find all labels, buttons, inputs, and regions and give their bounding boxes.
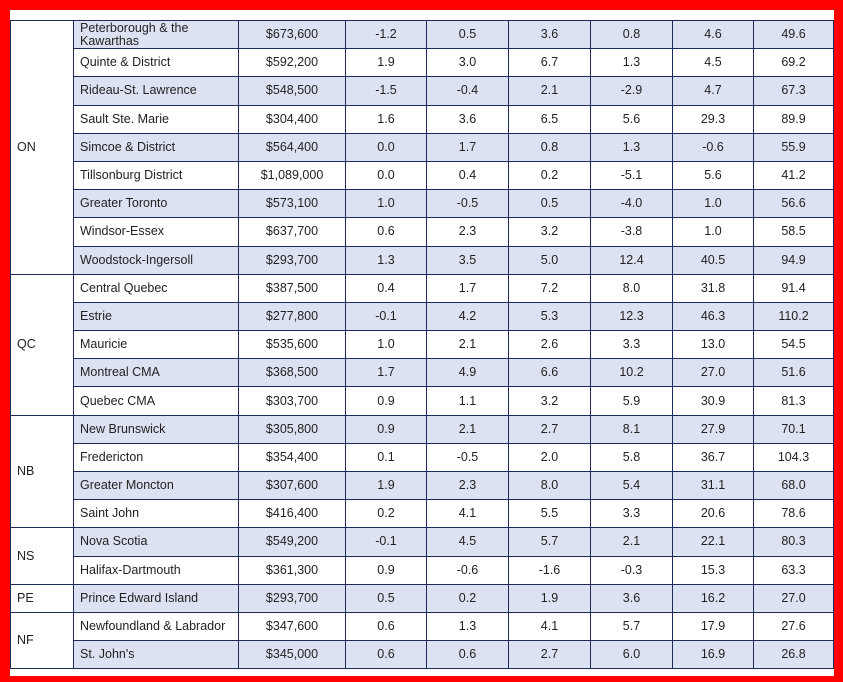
value-cell: 94.9 (754, 246, 834, 274)
value-cell: 3.3 (591, 331, 673, 359)
region-cell: Estrie (74, 302, 239, 330)
value-cell: 68.0 (754, 472, 834, 500)
table-row (11, 246, 834, 274)
province-cell: ON (11, 21, 74, 275)
value-cell: 0.1 (346, 443, 427, 471)
value-cell: 5.4 (591, 472, 673, 500)
value-cell: 40.5 (673, 246, 754, 274)
price-cell: $573,100 (239, 190, 346, 218)
region-cell: Halifax-Dartmouth (74, 556, 239, 584)
value-cell: 3.0 (427, 49, 509, 77)
value-cell: 5.9 (591, 387, 673, 415)
value-cell: 6.6 (509, 359, 591, 387)
region-cell: Quebec CMA (74, 387, 239, 415)
region-cell: Woodstock-Ingersoll (74, 246, 239, 274)
value-cell: 6.5 (509, 105, 591, 133)
table-row (11, 387, 834, 415)
region-cell: Tillsonburg District (74, 161, 239, 189)
price-cell: $549,200 (239, 528, 346, 556)
price-cell: $303,700 (239, 387, 346, 415)
value-cell: 0.9 (346, 415, 427, 443)
value-cell: 4.2 (427, 302, 509, 330)
value-cell: 6.0 (591, 641, 673, 669)
table-sheet (10, 10, 834, 676)
value-cell: 30.9 (673, 387, 754, 415)
value-cell: 70.1 (754, 415, 834, 443)
value-cell: 4.5 (673, 49, 754, 77)
price-cell: $1,089,000 (239, 161, 346, 189)
region-cell: Montreal CMA (74, 359, 239, 387)
value-cell: 2.3 (427, 218, 509, 246)
price-cell: $387,500 (239, 274, 346, 302)
province-cell: PE (11, 584, 74, 612)
table-row (11, 641, 834, 669)
value-cell: 4.1 (509, 612, 591, 640)
price-cell: $416,400 (239, 500, 346, 528)
value-cell: 20.6 (673, 500, 754, 528)
table-row (11, 415, 834, 443)
price-cell: $293,700 (239, 246, 346, 274)
table-row (11, 274, 834, 302)
province-cell: NS (11, 528, 74, 584)
value-cell: 0.8 (509, 133, 591, 161)
value-cell: 15.3 (673, 556, 754, 584)
value-cell: 1.7 (427, 133, 509, 161)
value-cell: 17.9 (673, 612, 754, 640)
value-cell: 63.3 (754, 556, 834, 584)
table-row (11, 133, 834, 161)
table-row (11, 190, 834, 218)
value-cell: -0.6 (427, 556, 509, 584)
value-cell: 0.2 (346, 500, 427, 528)
value-cell: 12.3 (591, 302, 673, 330)
region-cell: Nova Scotia (74, 528, 239, 556)
region-cell: Greater Toronto (74, 190, 239, 218)
region-cell: Central Quebec (74, 274, 239, 302)
value-cell: 3.6 (591, 584, 673, 612)
value-cell: 8.1 (591, 415, 673, 443)
table-row (11, 77, 834, 105)
value-cell: 69.2 (754, 49, 834, 77)
value-cell: 4.1 (427, 500, 509, 528)
price-cell: $564,400 (239, 133, 346, 161)
table-row (11, 302, 834, 330)
value-cell: 0.6 (346, 641, 427, 669)
value-cell: 0.6 (346, 612, 427, 640)
value-cell: 58.5 (754, 218, 834, 246)
value-cell: 1.0 (673, 218, 754, 246)
table-row (11, 500, 834, 528)
value-cell: -3.8 (591, 218, 673, 246)
table-body (11, 21, 834, 669)
price-cell: $347,600 (239, 612, 346, 640)
region-cell: Sault Ste. Marie (74, 105, 239, 133)
value-cell: 0.4 (427, 161, 509, 189)
value-cell: -0.4 (427, 77, 509, 105)
value-cell: 16.9 (673, 641, 754, 669)
value-cell: 5.3 (509, 302, 591, 330)
table-row (11, 556, 834, 584)
value-cell: -0.3 (591, 556, 673, 584)
value-cell: 1.9 (346, 49, 427, 77)
value-cell: -0.1 (346, 528, 427, 556)
value-cell: 3.3 (591, 500, 673, 528)
region-cell: Saint John (74, 500, 239, 528)
table-row (11, 161, 834, 189)
value-cell: 12.4 (591, 246, 673, 274)
table-row (11, 612, 834, 640)
price-cell: $304,400 (239, 105, 346, 133)
value-cell: 0.8 (591, 21, 673, 49)
value-cell: 3.6 (509, 21, 591, 49)
value-cell: 54.5 (754, 331, 834, 359)
province-cell: QC (11, 274, 74, 415)
value-cell: 110.2 (754, 302, 834, 330)
value-cell: 1.3 (591, 49, 673, 77)
value-cell: 27.0 (673, 359, 754, 387)
table-row (11, 105, 834, 133)
value-cell: 0.5 (346, 584, 427, 612)
region-cell: New Brunswick (74, 415, 239, 443)
region-cell: Quinte & District (74, 49, 239, 77)
value-cell: 2.7 (509, 415, 591, 443)
value-cell: 2.7 (509, 641, 591, 669)
price-cell: $345,000 (239, 641, 346, 669)
value-cell: 2.1 (591, 528, 673, 556)
value-cell: 0.9 (346, 387, 427, 415)
region-cell: Peterborough & the Kawarthas (74, 21, 239, 49)
value-cell: 27.0 (754, 584, 834, 612)
value-cell: 41.2 (754, 161, 834, 189)
region-cell: Mauricie (74, 331, 239, 359)
price-cell: $673,600 (239, 21, 346, 49)
value-cell: 49.6 (754, 21, 834, 49)
value-cell: 8.0 (509, 472, 591, 500)
price-cell: $293,700 (239, 584, 346, 612)
value-cell: 10.2 (591, 359, 673, 387)
value-cell: 0.5 (427, 21, 509, 49)
value-cell: 0.6 (427, 641, 509, 669)
table-row (11, 49, 834, 77)
value-cell: 1.0 (346, 331, 427, 359)
value-cell: 2.3 (427, 472, 509, 500)
region-cell: Simcoe & District (74, 133, 239, 161)
region-cell: Prince Edward Island (74, 584, 239, 612)
value-cell: 5.6 (673, 161, 754, 189)
value-cell: 51.6 (754, 359, 834, 387)
value-cell: 3.2 (509, 387, 591, 415)
value-cell: 3.2 (509, 218, 591, 246)
price-cell: $535,600 (239, 331, 346, 359)
value-cell: 1.3 (427, 612, 509, 640)
value-cell: 31.8 (673, 274, 754, 302)
value-cell: 0.0 (346, 161, 427, 189)
value-cell: 1.3 (591, 133, 673, 161)
value-cell: 4.7 (673, 77, 754, 105)
value-cell: 29.3 (673, 105, 754, 133)
value-cell: 1.6 (346, 105, 427, 133)
value-cell: 0.2 (509, 161, 591, 189)
region-cell: Newfoundland & Labrador (74, 612, 239, 640)
value-cell: 3.5 (427, 246, 509, 274)
value-cell: 0.5 (509, 190, 591, 218)
province-cell: NB (11, 415, 74, 528)
value-cell: 81.3 (754, 387, 834, 415)
value-cell: 1.7 (346, 359, 427, 387)
price-cell: $548,500 (239, 77, 346, 105)
value-cell: 13.0 (673, 331, 754, 359)
value-cell: 91.4 (754, 274, 834, 302)
region-cell: Fredericton (74, 443, 239, 471)
value-cell: -1.5 (346, 77, 427, 105)
value-cell: -1.6 (509, 556, 591, 584)
value-cell: 4.9 (427, 359, 509, 387)
value-cell: 5.8 (591, 443, 673, 471)
value-cell: 55.9 (754, 133, 834, 161)
value-cell: -0.5 (427, 443, 509, 471)
value-cell: 8.0 (591, 274, 673, 302)
value-cell: 2.1 (427, 415, 509, 443)
value-cell: 46.3 (673, 302, 754, 330)
value-cell: -5.1 (591, 161, 673, 189)
price-cell: $307,600 (239, 472, 346, 500)
value-cell: 22.1 (673, 528, 754, 556)
value-cell: 104.3 (754, 443, 834, 471)
value-cell: 56.6 (754, 190, 834, 218)
value-cell: 1.1 (427, 387, 509, 415)
price-cell: $305,800 (239, 415, 346, 443)
table-row (11, 443, 834, 471)
value-cell: 4.6 (673, 21, 754, 49)
region-cell: St. John's (74, 641, 239, 669)
table-row (11, 218, 834, 246)
table-row (11, 472, 834, 500)
value-cell: 2.0 (509, 443, 591, 471)
value-cell: 0.6 (346, 218, 427, 246)
value-cell: 36.7 (673, 443, 754, 471)
value-cell: -2.9 (591, 77, 673, 105)
value-cell: 89.9 (754, 105, 834, 133)
value-cell: 2.1 (427, 331, 509, 359)
price-cell: $368,500 (239, 359, 346, 387)
value-cell: 5.6 (591, 105, 673, 133)
price-cell: $361,300 (239, 556, 346, 584)
price-cell: $277,800 (239, 302, 346, 330)
value-cell: 80.3 (754, 528, 834, 556)
value-cell: 0.0 (346, 133, 427, 161)
value-cell: 26.8 (754, 641, 834, 669)
value-cell: -1.2 (346, 21, 427, 49)
value-cell: 1.0 (346, 190, 427, 218)
value-cell: -0.6 (673, 133, 754, 161)
value-cell: 3.6 (427, 105, 509, 133)
value-cell: 0.2 (427, 584, 509, 612)
value-cell: 31.1 (673, 472, 754, 500)
value-cell: -0.1 (346, 302, 427, 330)
region-cell: Greater Moncton (74, 472, 239, 500)
value-cell: 0.9 (346, 556, 427, 584)
value-cell: -4.0 (591, 190, 673, 218)
table-row (11, 528, 834, 556)
value-cell: 5.7 (591, 612, 673, 640)
value-cell: 2.1 (509, 77, 591, 105)
value-cell: 16.2 (673, 584, 754, 612)
value-cell: 67.3 (754, 77, 834, 105)
value-cell: 1.9 (509, 584, 591, 612)
region-cell: Windsor-Essex (74, 218, 239, 246)
value-cell: -0.5 (427, 190, 509, 218)
price-cell: $637,700 (239, 218, 346, 246)
price-cell: $354,400 (239, 443, 346, 471)
table-row (11, 21, 834, 49)
housing-price-table (10, 20, 834, 669)
value-cell: 27.6 (754, 612, 834, 640)
value-cell: 5.5 (509, 500, 591, 528)
table-row (11, 359, 834, 387)
table-row (11, 331, 834, 359)
value-cell: 7.2 (509, 274, 591, 302)
table-row (11, 584, 834, 612)
province-cell: NF (11, 612, 74, 668)
value-cell: 6.7 (509, 49, 591, 77)
region-cell: Rideau-St. Lawrence (74, 77, 239, 105)
value-cell: 4.5 (427, 528, 509, 556)
price-cell: $592,200 (239, 49, 346, 77)
value-cell: 27.9 (673, 415, 754, 443)
value-cell: 1.0 (673, 190, 754, 218)
value-cell: 1.9 (346, 472, 427, 500)
value-cell: 78.6 (754, 500, 834, 528)
value-cell: 5.0 (509, 246, 591, 274)
value-cell: 1.7 (427, 274, 509, 302)
value-cell: 5.7 (509, 528, 591, 556)
value-cell: 0.4 (346, 274, 427, 302)
value-cell: 2.6 (509, 331, 591, 359)
value-cell: 1.3 (346, 246, 427, 274)
